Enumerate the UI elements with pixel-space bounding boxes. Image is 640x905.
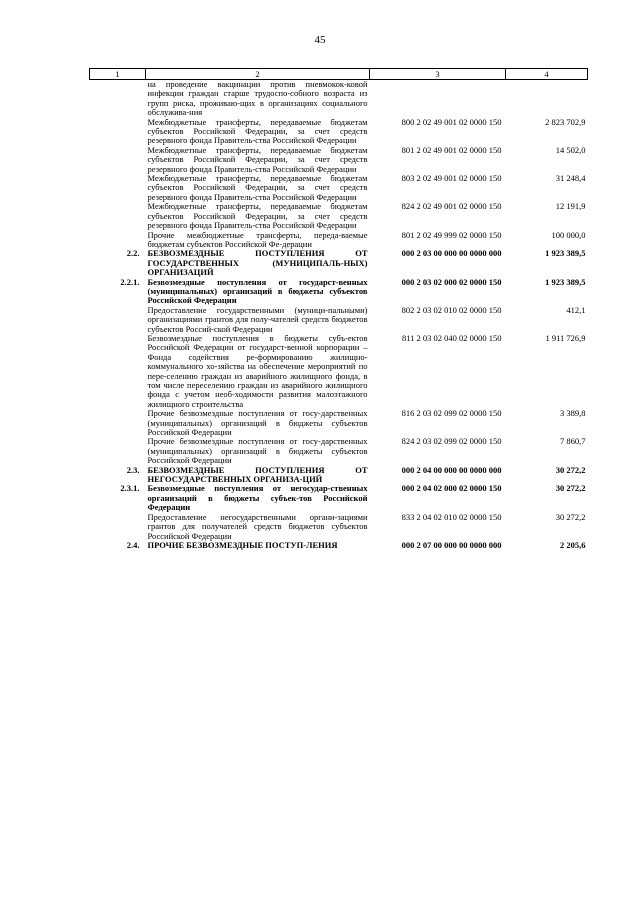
row-name: Межбюджетные трансферты, передаваемые бюджетам субъектов Российской Федерации, за счет средств резервного фонда Правитель-ства Российской Федерации	[147, 201, 368, 231]
table-row	[90, 249, 588, 277]
row-amount: 30 272,2	[555, 511, 586, 522]
row-number	[90, 306, 146, 334]
table-row	[90, 334, 588, 409]
row-amount: 1 911 726,9	[545, 332, 586, 343]
row-amount: 30 272,2	[555, 464, 586, 475]
table-row	[90, 118, 588, 146]
table-header	[90, 69, 588, 80]
row-code: 824 2 02 49 001 02 0000 150	[401, 201, 502, 212]
row-code: 801 2 02 49 999 02 0000 150	[401, 229, 502, 240]
row-amount: 14 502,0	[555, 144, 586, 155]
row-name: Межбюджетные трансферты, передаваемые бюджетам субъектов Российской Федерации, за счет средств резервного фонда Правитель-ства Российской Федерации	[147, 116, 368, 146]
row-number: 2.2.1.	[120, 276, 140, 287]
table-row	[90, 484, 588, 512]
row-number: 2.4.	[126, 539, 140, 550]
table-row	[90, 513, 588, 541]
row-amount: 1 923 389,5	[545, 276, 586, 287]
row-amount: 100 000,0	[551, 229, 586, 240]
row-number	[90, 202, 146, 230]
row-number	[90, 231, 146, 250]
row-number	[90, 80, 146, 118]
table-row	[90, 466, 588, 485]
row-name: БЕЗВОЗМЕЗДНЫЕ ПОСТУПЛЕНИЯ ОТ НЕГОСУДАРСТВЕННЫХ ОРГАНИЗА-ЦИЙ	[147, 464, 368, 485]
table-body	[90, 80, 588, 551]
row-code: 824 2 03 02 099 02 0000 150	[401, 436, 502, 447]
row-number: 2.3.1.	[120, 483, 140, 494]
row-amount	[506, 80, 588, 118]
page-number: 45	[314, 34, 326, 46]
row-code: 803 2 02 49 001 02 0000 150	[401, 173, 502, 184]
column-header-1: 1	[90, 69, 146, 80]
table-row	[90, 278, 588, 306]
row-code: 800 2 02 49 001 02 0000 150	[401, 116, 502, 127]
row-number	[90, 409, 146, 437]
row-number: 2.3.	[126, 464, 140, 475]
row-amount: 3 389,8	[560, 408, 586, 419]
row-name: ПРОЧИЕ БЕЗВОЗМЕЗДНЫЕ ПОСТУП-ЛЕНИЯ	[147, 539, 338, 550]
row-name: Безвозмездные поступления от государст-венных (муниципальных) организаций в бюджеты субъектов Российской Федерации	[147, 276, 368, 306]
row-code: 811 2 03 02 040 02 0000 150	[401, 332, 502, 343]
table-row	[90, 80, 588, 118]
row-name: Предоставление государственными (муници-пальными) организациями грантов для полу-чателей средств бюджетов субъектов Россий-ской Федерации	[147, 304, 368, 334]
table-row	[90, 306, 588, 334]
row-code: 000 2 04 02 000 02 0000 150	[401, 483, 502, 494]
row-code: 000 2 03 00 000 00 0000 000	[401, 248, 502, 259]
table-row	[90, 437, 588, 465]
table-row	[90, 409, 588, 437]
row-amount: 30 272,2	[555, 483, 586, 494]
row-code: 816 2 03 02 099 02 0000 150	[401, 408, 502, 419]
row-number: 2.2.	[126, 248, 140, 259]
row-amount: 412,1	[566, 304, 586, 315]
table-row	[90, 202, 588, 230]
row-name: Безвозмездные поступления от негосудар-ственных организаций в бюджеты субъек-тов Российской Федерации	[147, 483, 368, 513]
row-name: БЕЗВОЗМЕЗДНЫЕ ПОСТУПЛЕНИЯ ОТ ГОСУДАРСТВЕННЫХ (МУНИЦИПАЛЬ-НЫХ) ОРГАНИЗАЦИЙ	[147, 248, 368, 278]
row-name: Безвозмездные поступления в бюджеты субъ-ектов Российской Федерации от государст-венной корпорации – Фонда содействия ре-формированию жилищно-коммунального хо-зяйства на обеспечение мероприятий по пере-селению граждан из аварийного жилищного фонда, в том числе переселению граждан из аварийного жилищного фонда с учетом необ-ходимости развития малоэтажного жилищного строительства	[147, 332, 368, 409]
row-number	[90, 437, 146, 465]
row-amount: 12 191,9	[555, 201, 586, 212]
row-code: 802 2 03 02 010 02 0000 150	[401, 304, 502, 315]
row-amount: 7 860,7	[560, 436, 586, 447]
row-amount: 2 823 702,9	[545, 116, 586, 127]
row-amount: 31 248,4	[555, 173, 586, 184]
column-header-4: 4	[506, 69, 588, 80]
row-amount: 2 205,6	[560, 539, 586, 550]
row-code	[370, 80, 506, 118]
row-number	[90, 334, 146, 409]
row-name: Межбюджетные трансферты, передаваемые бюджетам субъектов Российской Федерации, за счет средств резервного фонда Правитель-ства Российской Федерации	[147, 173, 368, 202]
table-row	[90, 146, 588, 174]
table-row	[90, 174, 588, 202]
column-header-3: 3	[370, 69, 506, 80]
row-code: 000 2 07 00 000 00 0000 000	[401, 539, 502, 550]
row-name: Предоставление негосударственными органи-зациями грантов для получателей средств бюджетов субъектов Российской Федерации	[147, 511, 368, 541]
row-number	[90, 513, 146, 541]
row-name: Межбюджетные трансферты, передаваемые бюджетам субъектов Российской Федерации, за счет средств резервного фонда Правитель-ства Российской Федерации	[147, 144, 368, 174]
row-code: 833 2 04 02 010 02 0000 150	[401, 511, 502, 522]
table-row	[90, 231, 588, 250]
column-header-2: 2	[146, 69, 370, 80]
budget-table	[89, 68, 588, 550]
row-code: 000 2 03 02 000 02 0000 150	[401, 276, 502, 287]
row-name: на проведение вакцинации против пневмокок-ковой инфекции граждан старше трудоспо-собного возраста из групп риска, проживаю-щих в организациях социального обслужива-ния	[147, 79, 368, 118]
row-name: Прочие безвозмездные поступления от госу-дарственных (муниципальных) организаций в бюджеты субъектов Российской Федерации	[147, 436, 368, 466]
row-code: 000 2 04 00 000 00 0000 000	[401, 464, 502, 475]
row-number	[90, 146, 146, 174]
row-code: 801 2 02 49 001 02 0000 150	[401, 144, 502, 155]
row-number	[90, 118, 146, 146]
row-name: Прочие межбюджетные трансферты, переда-ваемые бюджетам субъектов Российской Фе-дерации	[147, 229, 368, 249]
row-amount: 1 923 389,5	[545, 248, 586, 259]
row-name: Прочие безвозмездные поступления от госу-дарственных (муниципальных) организаций в бюджеты субъектов Российской Федерации	[147, 408, 368, 438]
row-number	[90, 174, 146, 202]
table-row	[90, 541, 588, 550]
